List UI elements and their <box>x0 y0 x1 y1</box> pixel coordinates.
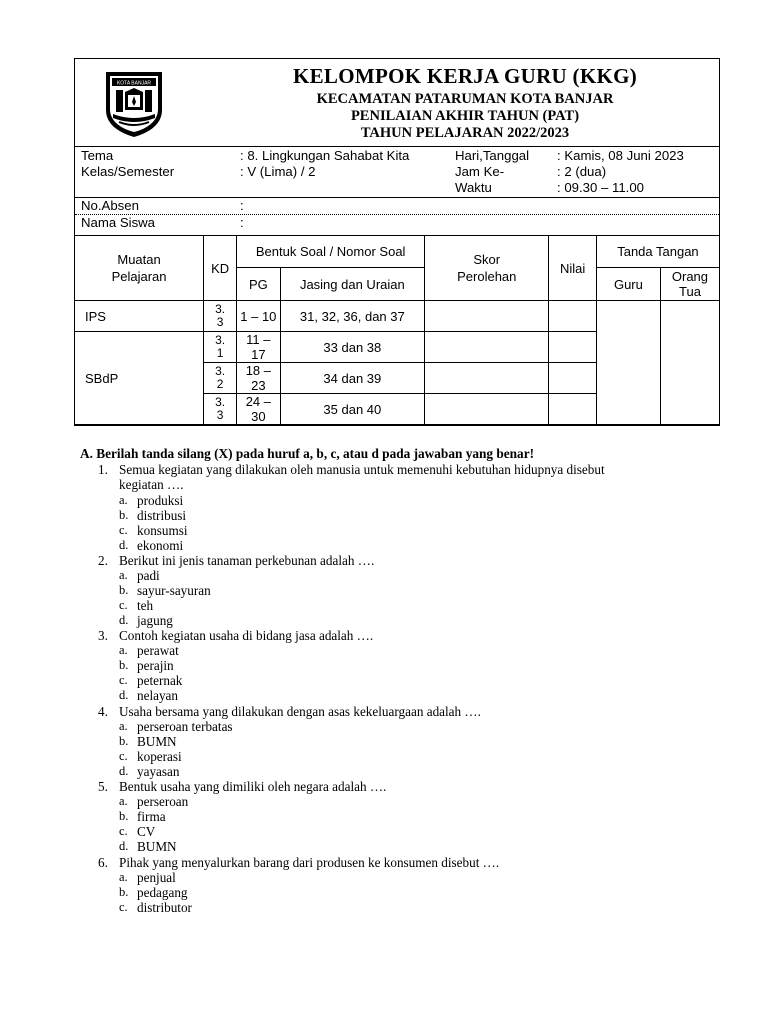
nama-label: Nama Siswa <box>81 215 156 230</box>
option-text: perseroan terbatas <box>137 719 233 734</box>
option-letter[interactable]: b. <box>119 658 129 672</box>
kd-cell: 3. 3 <box>204 301 237 332</box>
option-letter[interactable]: d. <box>119 613 129 627</box>
skor-cell[interactable] <box>425 301 549 332</box>
option-letter[interactable]: a. <box>119 568 128 582</box>
option-text: firma <box>137 809 166 824</box>
info-divider <box>75 197 719 198</box>
kd-cell: 3. 1 <box>204 332 237 363</box>
option-text: ekonomi <box>137 538 184 553</box>
option-letter[interactable]: c. <box>119 749 128 763</box>
kelas-value: : V (Lima) / 2 <box>240 164 316 179</box>
option-letter[interactable]: c. <box>119 900 128 914</box>
absen-label: No.Absen <box>81 198 139 213</box>
option-letter[interactable]: a. <box>119 493 128 507</box>
header-skor: Skor Perolehan <box>425 236 549 301</box>
option-letter[interactable]: b. <box>119 734 129 748</box>
jam-value: : 2 (dua) <box>557 164 607 179</box>
pg-cell: 18 – 23 <box>237 363 280 394</box>
skor-cell[interactable] <box>425 332 549 363</box>
option-letter[interactable]: a. <box>119 719 128 733</box>
option-text: produksi <box>137 493 184 508</box>
header-muatan: Muatan Pelajaran <box>75 236 204 301</box>
option-text: perawat <box>137 643 179 658</box>
option-text: teh <box>137 598 154 613</box>
kd-cell: 3. 2 <box>204 363 237 394</box>
option-letter[interactable]: d. <box>119 764 129 778</box>
header-orang-tua: Orang Tua <box>660 268 719 301</box>
option-letter[interactable]: c. <box>119 824 128 838</box>
option-letter[interactable]: d. <box>119 839 129 853</box>
header-bentuk-soal: Bentuk Soal / Nomor Soal <box>237 236 425 268</box>
pg-cell: 11 – 17 <box>237 332 280 363</box>
emblem-text: KOTA BANJAR <box>116 80 152 87</box>
option-letter[interactable]: b. <box>119 809 129 823</box>
header-line-2: PENILAIAN AKHIR TAHUN (PAT) <box>350 108 580 124</box>
option-letter[interactable]: d. <box>119 688 129 702</box>
nilai-cell[interactable] <box>549 394 597 425</box>
hari-label: Hari,Tanggal <box>455 148 530 163</box>
option-letter[interactable]: a. <box>119 794 128 808</box>
option-text: CV <box>137 824 156 839</box>
option-text: yayasan <box>137 764 180 779</box>
header-line-3: TAHUN PELAJARAN 2022/2023 <box>360 125 570 141</box>
jasing-cell: 31, 32, 36, dan 37 <box>280 301 425 332</box>
header-nilai: Nilai <box>549 236 597 301</box>
question-text: Usaha bersama yang dilakukan dengan asas kekeluargaan adalah …. <box>119 704 481 719</box>
subject-sbdp: SBdP <box>75 332 204 425</box>
option-text: peternak <box>137 673 183 688</box>
option-letter[interactable]: a. <box>119 870 128 884</box>
option-text: pedagang <box>137 885 188 900</box>
tema-value: : 8. Lingkungan Sahabat Kita <box>240 148 410 163</box>
nilai-cell[interactable] <box>549 363 597 394</box>
kota-banjar-emblem-icon <box>103 70 165 138</box>
question-text: Contoh kegiatan usaha di bidang jasa adalah …. <box>119 628 374 643</box>
jasing-cell: 33 dan 38 <box>280 332 425 363</box>
header-pg: PG <box>237 268 280 301</box>
question-number: 5. <box>98 779 108 794</box>
hari-value: : Kamis, 08 Juni 2023 <box>557 148 684 163</box>
question-text: Pihak yang menyalurkan barang dari produsen ke konsumen disebut …. <box>119 855 500 870</box>
nilai-cell[interactable] <box>549 332 597 363</box>
question-text: Semua kegiatan yang dilakukan oleh manusia untuk memenuhi kebutuhan hidupnya disebut <box>119 462 605 477</box>
option-text: BUMN <box>137 839 177 854</box>
header-line-1: KECAMATAN PATARUMAN KOTA BANJAR <box>316 91 614 107</box>
question-number: 2. <box>98 553 108 568</box>
skor-cell[interactable] <box>425 394 549 425</box>
option-text: sayur-sayuran <box>137 583 211 598</box>
subject-ips: IPS <box>75 301 204 332</box>
option-letter[interactable]: c. <box>119 523 128 537</box>
option-text: distributor <box>137 900 192 915</box>
header-guru: Guru <box>596 268 660 301</box>
ortu-signature-cell[interactable] <box>660 301 719 425</box>
waktu-label: Waktu <box>455 180 492 195</box>
option-letter[interactable]: c. <box>119 598 128 612</box>
option-letter[interactable]: a. <box>119 643 128 657</box>
option-text: padi <box>137 568 160 583</box>
header-title: KELOMPOK KERJA GURU (KKG) <box>292 64 638 88</box>
kelas-label: Kelas/Semester <box>81 164 175 179</box>
skor-cell[interactable] <box>425 363 549 394</box>
option-text: nelayan <box>137 688 179 703</box>
option-text: jagung <box>137 613 173 628</box>
header-kd: KD <box>204 236 237 301</box>
question-number: 4. <box>98 704 108 719</box>
absen-field[interactable]: : <box>240 198 244 213</box>
option-text: distribusi <box>137 508 187 523</box>
option-letter[interactable]: b. <box>119 583 129 597</box>
waktu-value: : 09.30 – 11.00 <box>557 180 645 195</box>
letterhead <box>75 59 719 147</box>
pg-cell: 1 – 10 <box>237 301 280 332</box>
nama-field[interactable]: : <box>240 215 244 230</box>
exam-header-box <box>74 58 720 426</box>
section-a-heading: A. Berilah tanda silang (X) pada huruf a, b, c, atau d pada jawaban yang benar! <box>80 446 535 461</box>
header-jasing: Jasing dan Uraian <box>280 268 425 301</box>
question-text: Berikut ini jenis tanaman perkebunan adalah …. <box>119 553 375 568</box>
option-letter[interactable]: b. <box>119 885 129 899</box>
question-number: 6. <box>98 855 108 870</box>
option-letter[interactable]: c. <box>119 673 128 687</box>
nilai-cell[interactable] <box>549 301 597 332</box>
option-letter[interactable]: b. <box>119 508 129 522</box>
jam-label: Jam Ke- <box>455 164 505 179</box>
tema-label: Tema <box>81 148 114 163</box>
kd-cell: 3. 3 <box>204 394 237 425</box>
header-tanda-tangan: Tanda Tangan <box>596 236 719 268</box>
option-text: penjual <box>137 870 176 885</box>
option-text: koperasi <box>137 749 182 764</box>
question-number: 1. <box>98 462 108 477</box>
option-text: konsumsi <box>137 523 188 538</box>
option-text: BUMN <box>137 734 177 749</box>
question-number: 3. <box>98 628 108 643</box>
guru-signature-cell[interactable] <box>596 301 660 425</box>
absen-dotted-line <box>75 214 719 215</box>
question-text: Bentuk usaha yang dimiliki oleh negara adalah …. <box>119 779 387 794</box>
option-text: perseroan <box>137 794 189 809</box>
jasing-cell: 35 dan 40 <box>280 394 425 425</box>
table-row <box>75 301 720 332</box>
option-text: perajin <box>137 658 174 673</box>
score-table <box>74 235 720 425</box>
option-letter[interactable]: d. <box>119 538 129 552</box>
pg-cell: 24 – 30 <box>237 394 280 425</box>
question-text-continued: kegiatan …. <box>119 477 184 492</box>
jasing-cell: 34 dan 39 <box>280 363 425 394</box>
